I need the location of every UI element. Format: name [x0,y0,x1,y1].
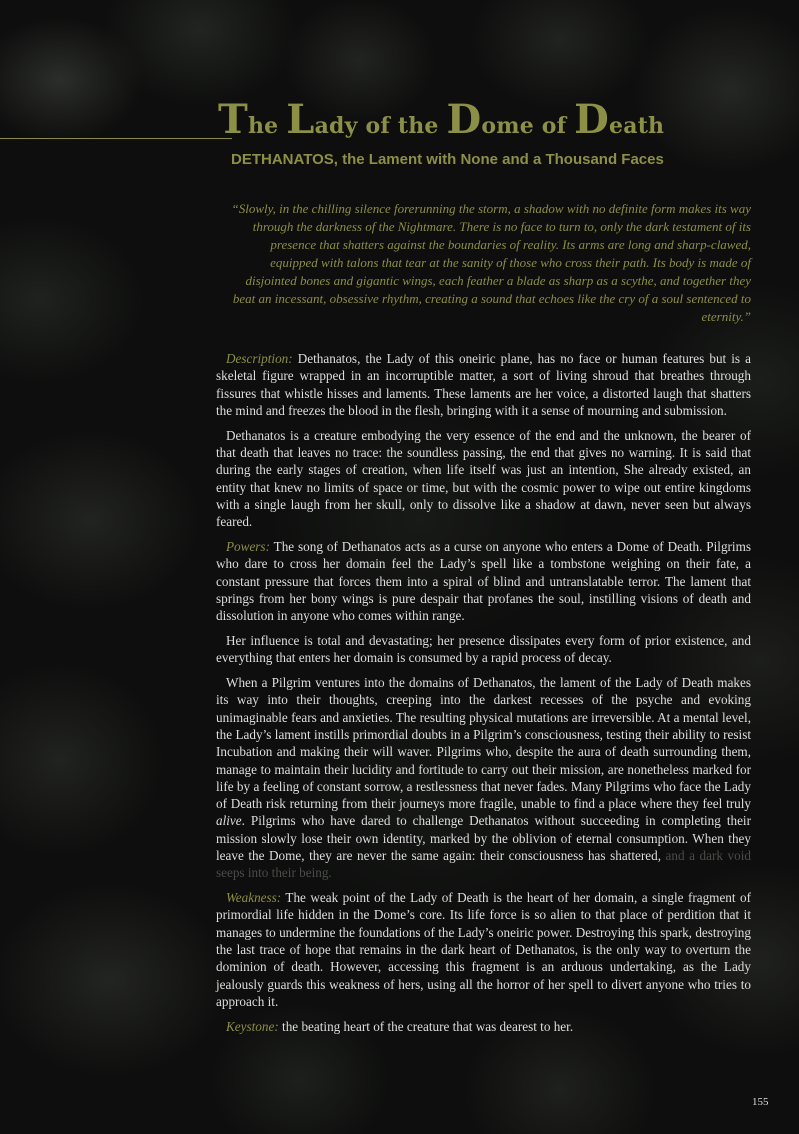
epigraph-quote: “Slowly, in the chilling silence forerunning the storm, a shadow with no definite form makes its way through the darkness of the Nightmare. There is no face to turn to, only the dark testament of its presence that shatters against the boundaries of reality. Its arms are long and sharp-clawed, equipped with talons that tear at the sanity of those who cross their path. Its body is made of disjointed bones and gigantic wings, each feather a blade as sharp as a scythe, and together they beat an incessant, obsessive rhythm, creating a sound that echoes like the cry of a soul sentenced to eternity.” [231,201,751,324]
influence-paragraph: Her influence is total and devastating; her presence dissipates every form of prior existence, and everything that enters her domain is consumed by a rapid process of decay. [216,632,751,666]
pilgrims-paragraph: When a Pilgrim ventures into the domains of Dethanatos, the lament of the Lady of Death makes its way into their thoughts, creeping into the darkest recesses of the psyche and evoking unimaginable fears and anxieties. The resulting physical mutations are irreversible. At a mental level, the Lady’s lament instills primordial doubts in a Pilgrim’s consciousness, testing their ability to resist Incubation and making their will waver. Pilgrims who, despite the aura of death surrounding them, manage to maintain their lucidity and fortitude to carry out their mission, are nonetheless marked for life by a feeling of constant sorrow, a restlessness that never fades. Many Pilgrims who face the Lady of Death risk returning from their journeys more fragile, unable to find a place where they feel truly alive. Pilgrims who have dared to challenge Dethanatos without succeeding in completing their mission slowly lose their own identity, marked by the oblivion of eternal consumption. When they leave the Dome, they are never the same again: their consciousness has shattered, and a dark void seeps into their being. [216,675,751,881]
page-number: 155 [752,1096,769,1108]
title-rule [0,138,232,139]
page-subtitle: DETHANATOS, the Lament with None and a Thousand Faces [231,151,664,168]
keystone-label: Keystone: [226,1018,279,1034]
powers-paragraph: Powers: The song of Dethanatos acts as a curse on anyone who enters a Dome of Death. Pilgrims who dare to cross her domain feel the Lady’s spell like a tombstone weighing on their fate, a constant pressure that forces them into a spiral of blind and untranslatable terror. The lament that springs from her bony wings is pure despair that profanes the soul, instilling visions of death and dissolution in anyone who comes within range. [216,538,751,624]
powers-label: Powers: [226,538,270,554]
body-text [216,350,751,1042]
description-label: Description: [226,351,293,366]
description-paragraph: Description: Dethanatos, the Lady of this oneiric plane, has no face or human features but is a skeletal figure wrapped in an incorruptible matter, a sort of living shroud that breathes through fissures that whistle hisses and laments. These laments are her voice, a distorted laugh that shatters the mind and freezes the blood in the flesh, bringing with it a sense of mourning and submission. [216,351,751,418]
page-title: The Lady of the Dome of Death [218,96,665,143]
weakness-paragraph: Weakness: The weak point of the Lady of Death is the heart of her domain, a single fragment of primordial life hidden in the Dome’s core. Its life force is so alien to that place of perdition that it manages to undermine the foundations of the Lady’s oneiric power. Destroying this spark, destroying the last trace of hope that remains in the dark heart of Dethanatos, is the only way to overturn the dominion of death. However, accessing this fragment is an arduous undertaking, as the Lady jealously guards this weakness of hers, using all the horror of her spell to divert anyone who tries to approach it. [216,890,751,1009]
weakness-label: Weakness: [226,890,282,906]
origin-paragraph: Dethanatos is a creature embodying the very essence of the end and the unknown, the bearer of that death that leaves no trace: the soundless passing, the end that gives no warning. It is said that during the early stages of creation, when life itself was just an intention, She already existed, an entity that knew no limits of space or time, but with the cosmic power to wipe out entire kingdoms with a single laugh from her skull, only to dissolve like a shadow at dawn, never seen but always feared. [216,427,751,530]
keystone-paragraph: Keystone: the beating heart of the creature that was dearest to her. [226,1018,574,1034]
